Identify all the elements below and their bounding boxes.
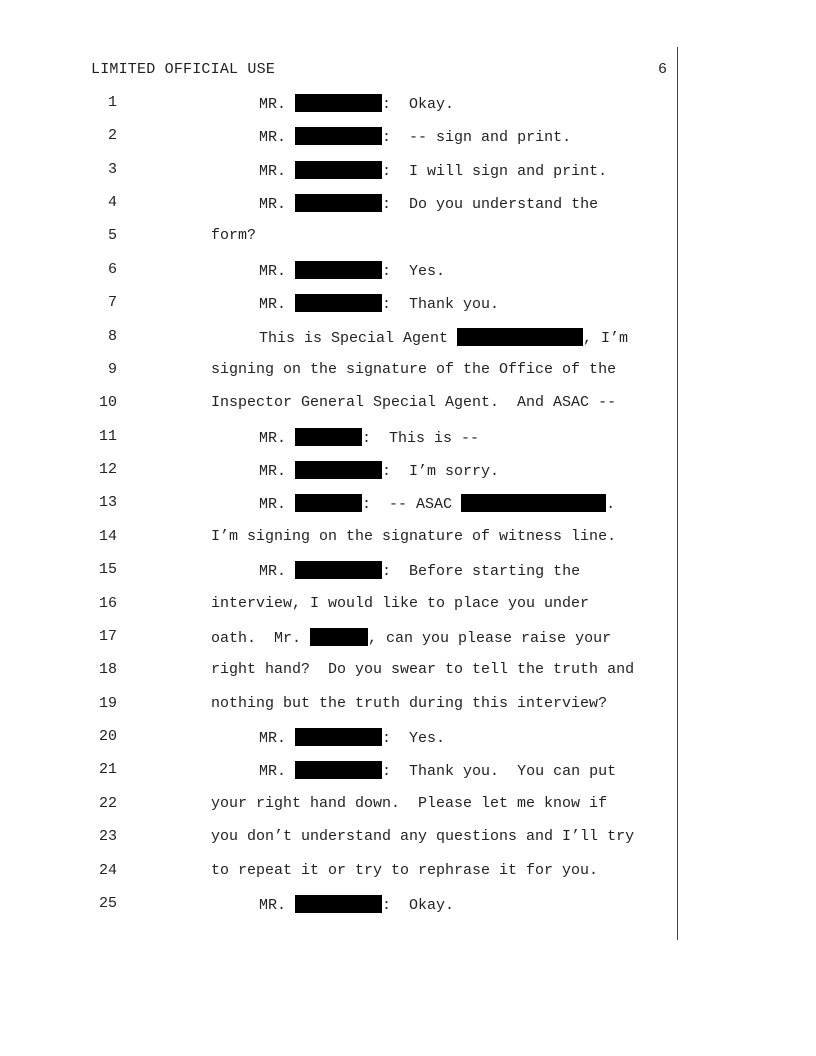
- transcript-line: [0, 294, 676, 314]
- line-text: Thank you. You can put: [409, 763, 617, 781]
- line-text: Before starting the: [409, 563, 581, 581]
- speaker-line: MR. : Yes.: [259, 262, 446, 280]
- transcript-line: [0, 194, 676, 214]
- speaker-line: MR. : Thank you.: [259, 296, 500, 314]
- line-text: Yes.: [409, 730, 446, 748]
- transcript-line: [0, 561, 676, 581]
- line-number: 21: [98, 761, 117, 779]
- line-number: 7: [107, 294, 117, 312]
- transcript-line: [0, 127, 676, 147]
- line-text: , I’m: [583, 329, 629, 347]
- line-text: you don’t understand any questions and I’ll try: [211, 828, 635, 846]
- transcript-line: [0, 227, 676, 247]
- line-text: This is Special Agent: [259, 329, 458, 347]
- line-text: your right hand down. Please let me know if: [211, 794, 608, 812]
- speaker-line: MR. : -- sign and print.: [259, 129, 572, 147]
- redaction-box: [461, 494, 606, 512]
- transcript-line: [0, 828, 676, 848]
- redaction-box: [457, 328, 583, 346]
- redaction-box: [295, 428, 362, 446]
- redaction-box: [295, 494, 362, 512]
- continuation-line: [211, 828, 634, 845]
- transcript-line: [0, 595, 676, 615]
- line-text: interview, I would like to place you under: [211, 594, 590, 612]
- speaker-line: MR. : Thank you. You can put: [259, 763, 617, 781]
- line-number: 17: [98, 627, 117, 645]
- continuation-line: [211, 528, 616, 545]
- redaction-box: [295, 194, 382, 212]
- speaker-title: MR.: [259, 496, 287, 514]
- line-text: -- ASAC: [389, 496, 462, 514]
- transcript-line: [0, 795, 676, 815]
- continuation-line: [211, 695, 607, 712]
- redaction-box: [295, 895, 382, 913]
- transcript-line: [0, 728, 676, 748]
- transcript-line: [0, 494, 676, 514]
- redaction-box: [295, 127, 382, 145]
- speaker-line: MR. : Do you understand the: [259, 196, 599, 214]
- line-number: 5: [107, 227, 117, 245]
- transcript-line: [0, 761, 676, 781]
- line-text: right hand? Do you swear to tell the truth and: [211, 661, 635, 679]
- continuation-line: [211, 361, 616, 378]
- line-number: 13: [98, 494, 117, 512]
- redaction-box: [295, 461, 382, 479]
- speaker-line: MR. : Yes.: [259, 730, 446, 748]
- redaction-box: [295, 294, 382, 312]
- transcript-line: [0, 261, 676, 281]
- line-number: 19: [98, 694, 117, 712]
- transcript-line: [0, 862, 676, 882]
- speaker-title: MR.: [259, 96, 287, 113]
- continuation-line: [211, 394, 616, 411]
- line-number: 3: [107, 160, 117, 178]
- speaker-title: MR.: [259, 896, 287, 914]
- transcript-line: [0, 628, 676, 648]
- speaker-line: MR. : -- ASAC .: [259, 496, 616, 514]
- line-number: 25: [98, 894, 117, 912]
- line-number: 12: [98, 461, 117, 479]
- line-number: 9: [107, 360, 117, 378]
- transcript-line: [0, 94, 676, 114]
- redaction-box: [295, 761, 382, 779]
- transcript-line: [0, 528, 676, 548]
- line-text: Okay.: [409, 896, 455, 914]
- line-text: This is --: [389, 429, 480, 447]
- speaker-line: MR. : Before starting the: [259, 563, 581, 581]
- line-text: , can you please raise your: [368, 629, 612, 647]
- line-text: I will sign and print.: [409, 162, 608, 180]
- speaker-line: MR. : I will sign and print.: [259, 162, 608, 180]
- speaker-title: MR.: [259, 262, 287, 280]
- line-number: 15: [98, 561, 117, 579]
- transcript-line: [0, 461, 676, 481]
- speaker-title: MR.: [259, 196, 287, 214]
- redaction-box: [295, 561, 382, 579]
- speaker-line: MR. : This is --: [259, 429, 480, 447]
- redaction-box: [295, 728, 382, 746]
- redaction-box: [295, 161, 382, 179]
- transcript-line: [0, 161, 676, 181]
- transcript-line: [0, 328, 676, 348]
- redaction-box: [295, 261, 382, 279]
- speaker-title: MR.: [259, 296, 287, 314]
- speaker-title: MR.: [259, 129, 287, 147]
- line-text: Yes.: [409, 262, 446, 280]
- line-text: Okay.: [409, 96, 455, 113]
- continuation-line: [211, 595, 589, 612]
- line-text: Do you understand the: [409, 196, 599, 214]
- line-number: 10: [98, 394, 117, 412]
- line-text: Thank you.: [409, 296, 500, 314]
- line-number: 23: [98, 828, 117, 846]
- transcript-line: [0, 361, 676, 381]
- speaker-line: MR. : Okay.: [259, 896, 455, 914]
- line-number: 22: [98, 794, 117, 812]
- line-text: I’m signing on the signature of witness line.: [211, 527, 617, 545]
- speaker-title: MR.: [259, 730, 287, 748]
- redaction-box: [295, 94, 382, 112]
- line-text: Inspector General Special Agent. And ASAC --: [211, 394, 617, 412]
- continuation-line: [211, 661, 634, 678]
- line-number: 4: [107, 194, 117, 212]
- speaker-line: MR. : Okay.: [259, 96, 455, 113]
- speaker-title: MR.: [259, 162, 287, 180]
- continuation-line: [211, 795, 607, 812]
- line-text: I’m sorry.: [409, 463, 500, 481]
- line-number: 24: [98, 861, 117, 879]
- line-number: 14: [98, 527, 117, 545]
- continuation-line: [211, 628, 611, 647]
- narration-line: [259, 328, 628, 347]
- line-number: 18: [98, 661, 117, 679]
- transcript-line: [0, 895, 676, 915]
- line-number: 8: [107, 327, 117, 345]
- continuation-line: [211, 227, 256, 244]
- line-number: 16: [98, 594, 117, 612]
- transcript-line: [0, 428, 676, 448]
- right-margin-rule: [677, 47, 678, 940]
- line-text: .: [606, 496, 616, 514]
- line-text: -- sign and print.: [409, 129, 572, 147]
- speaker-title: MR.: [259, 463, 287, 481]
- line-number: 2: [107, 127, 117, 145]
- speaker-line: MR. : I’m sorry.: [259, 463, 500, 481]
- line-number: 6: [107, 260, 117, 278]
- line-text: form?: [211, 227, 257, 245]
- line-number: 1: [107, 94, 117, 111]
- transcript-line: [0, 695, 676, 715]
- line-text: signing on the signature of the Office of the: [211, 360, 617, 378]
- classification-header: LIMITED OFFICIAL USE: [91, 61, 276, 78]
- line-text: nothing but the truth during this interview?: [211, 694, 608, 712]
- line-text: oath. Mr.: [211, 629, 311, 647]
- transcript-line: [0, 394, 676, 414]
- speaker-title: MR.: [259, 429, 287, 447]
- speaker-title: MR.: [259, 563, 287, 581]
- speaker-title: MR.: [259, 763, 287, 781]
- line-number: 11: [98, 427, 117, 445]
- continuation-line: [211, 862, 598, 879]
- transcript-line: [0, 661, 676, 681]
- line-text: to repeat it or try to rephrase it for you.: [211, 861, 599, 879]
- redaction-box: [310, 628, 368, 646]
- page-number: 6: [658, 61, 668, 78]
- line-number: 20: [98, 728, 117, 746]
